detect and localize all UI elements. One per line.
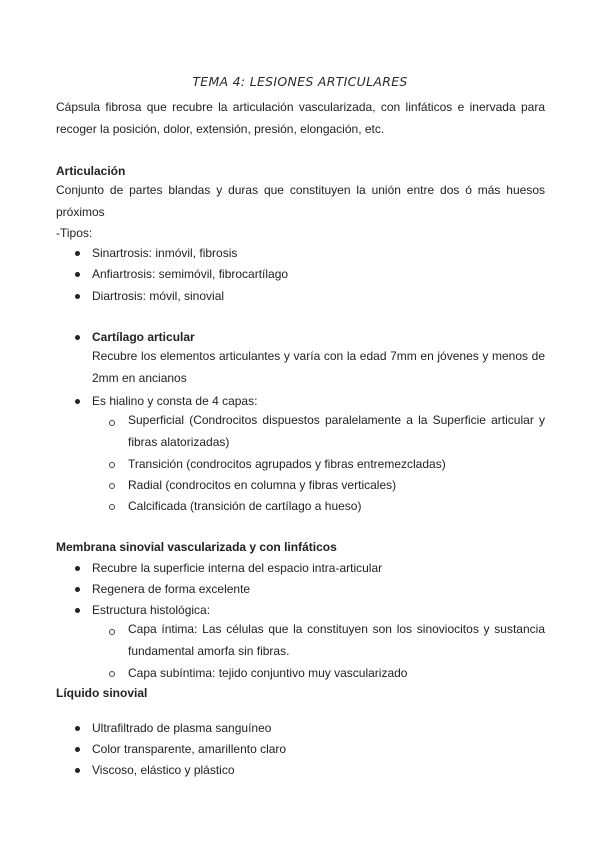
bullet-dot [75, 272, 80, 277]
bullet-dot [75, 566, 80, 571]
list-item: Ultrafiltrado de plasma sanguíneo [92, 721, 272, 735]
bullet-dot [75, 335, 80, 340]
bullet-circle [109, 504, 115, 510]
bullet-circle [109, 420, 115, 426]
list-item: Capa íntima: Las células que la constituyen son los sinoviocitos y sustancia fundamental amorfa sin fibras. [128, 622, 545, 658]
list-item: Sinartrosis: inmóvil, fibrosis [92, 246, 238, 260]
cartilago-description: Recubre los elementos articulantes y varía con la edad 7mm en jóvenes y menos de 2mm en ancianos [92, 349, 545, 385]
list-item: Capa subíntima: tejido conjuntivo muy vascularizado [128, 666, 408, 680]
list-item: Calcificada (transición de cartílago a hueso) [128, 499, 362, 513]
bullet-circle [109, 671, 115, 677]
bullet-circle [109, 629, 115, 635]
list-item: Anfiartrosis: semimóvil, fibrocartílago [92, 267, 289, 281]
list-item: Viscoso, elástico y plástico [92, 763, 235, 777]
membrana-heading: Membrana sinovial vascularizada y con linfáticos [56, 540, 337, 554]
bullet-dot [75, 587, 80, 592]
bullet-dot [75, 294, 80, 299]
types-label: -Tipos: [56, 226, 93, 240]
bullet-dot [75, 251, 80, 256]
list-item: Diartrosis: móvil, sinovial [92, 289, 225, 303]
bullet-dot [75, 726, 80, 731]
intro-paragraph: Cápsula fibrosa que recubre la articulación vascularizada, con linfáticos e inervada para recoger la posición, dolor, extensión, presión, elongación, etc. [56, 100, 545, 136]
list-item: Regenera de forma excelente [92, 582, 251, 596]
bullet-dot [75, 747, 80, 752]
list-item: Radial (condrocitos en columna y fibras verticales) [128, 478, 397, 492]
bullet-circle [109, 462, 115, 468]
list-item: Recubre la superficie interna del espacio intra-articular [92, 561, 383, 575]
articulacion-heading: Articulación [56, 164, 126, 178]
liquido-heading: Líquido sinovial [56, 686, 148, 700]
articulacion-description: Conjunto de partes blandas y duras que constituyen la unión entre dos ó más huesos próximos [56, 183, 545, 219]
list-item: Superficial (Condrocitos dispuestos paralelamente a la Superficie articular y fibras alatorizadas) [128, 413, 545, 449]
hialino-item: Es hialino y consta de 4 capas: [92, 394, 258, 408]
list-item: Estructura histológica: [92, 603, 211, 617]
bullet-dot [75, 608, 80, 613]
bullet-dot [75, 399, 80, 404]
list-item: Transición (condrocitos agrupados y fibras entremezcladas) [128, 457, 446, 471]
cartilago-heading: Cartílago articular [92, 330, 195, 344]
list-item: Color transparente, amarillento claro [92, 742, 287, 756]
page-title: TEMA 4: LESIONES ARTICULARES [192, 74, 408, 89]
bullet-circle [109, 483, 115, 489]
bullet-dot [75, 768, 80, 773]
